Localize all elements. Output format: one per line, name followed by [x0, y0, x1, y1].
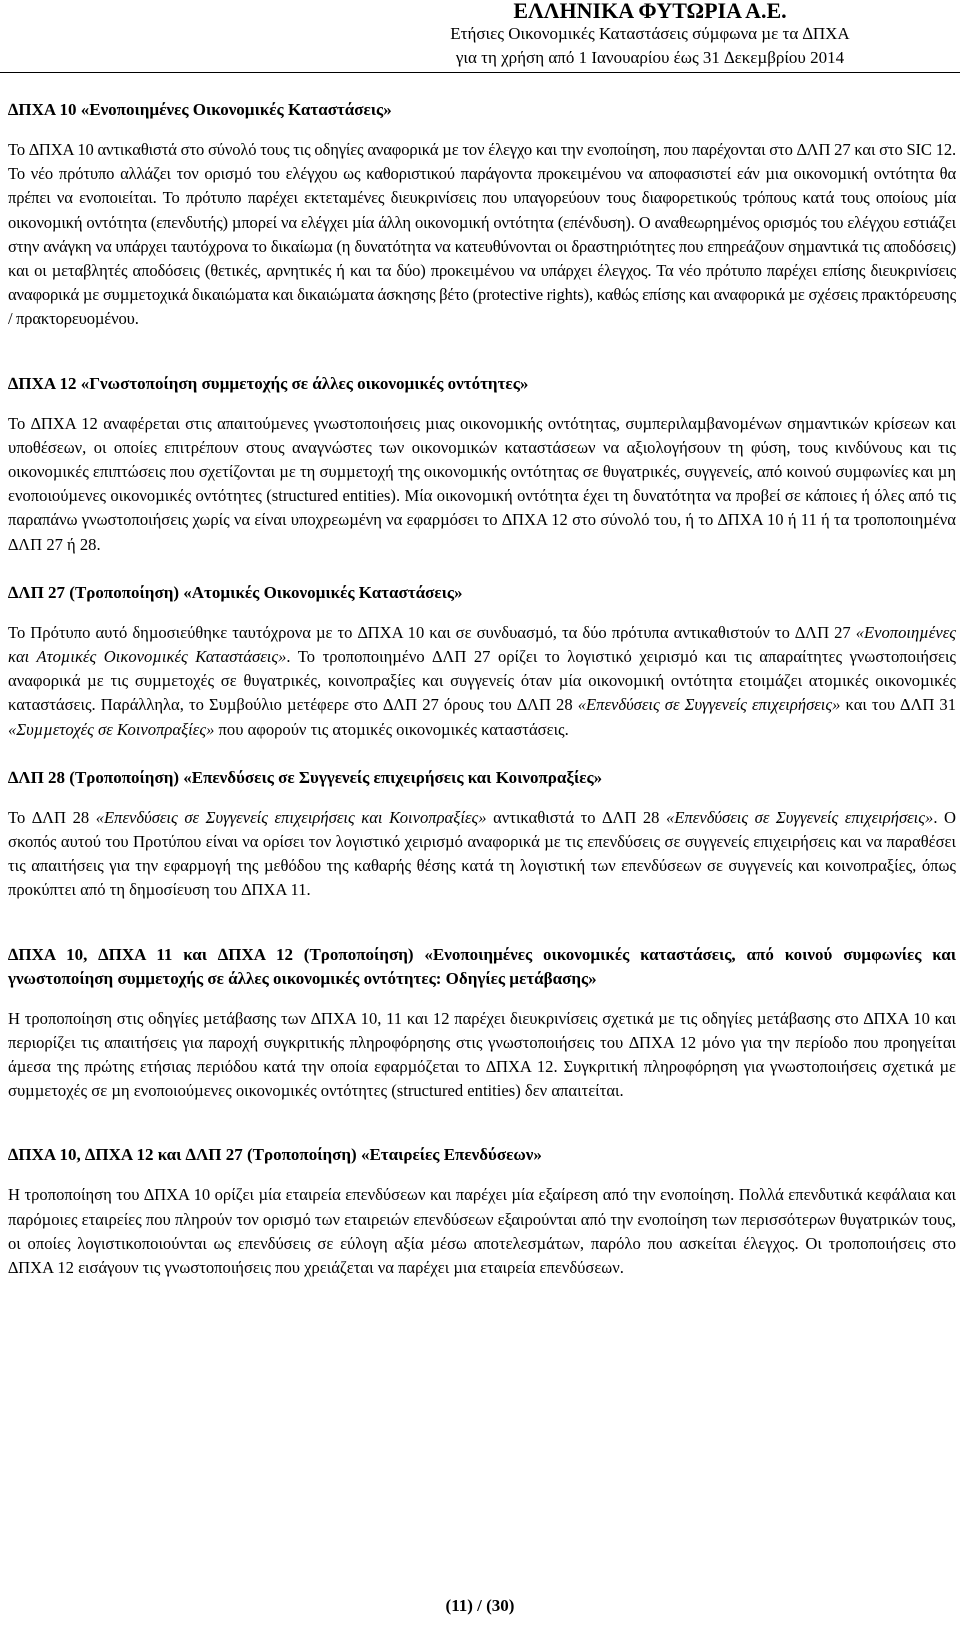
company-name: ΕΛΛΗΝΙΚΑ ΦΥΤΩΡΙΑ Α.Ε. [513, 0, 787, 23]
header-line-1: Ετήσιες Οικονοµικές Καταστάσεις σύµφωνα µε τα ∆ΠΧΑ [450, 24, 850, 43]
section-heading-transition: ∆ΠΧΑ 10, ∆ΠΧΑ 11 και ∆ΠΧΑ 12 (Τροποποίηση) «Ενοποιηµένες οικονοµικές καταστάσεις, από κοινού συµφωνίες και γνωστοποίηση συµµετοχής σε άλλες οικονοµικές οντότητες: Οδηγίες µετάβασης» [8, 944, 956, 988]
section-text-transition: Η τροποποίηση στις οδηγίες µετάβασης των ∆ΠΧΑ 10, 11 και 12 παρέχει διευκρινίσεις σχετικά µε τις οδηγίες µετάβασης στο ∆ΠΧΑ 10 και περιορίζει τις απαιτήσεις για παροχή συγκριτικής πληροφόρησης στις γνωστοποιήσεις του ∆ΠΧΑ 12 µόνο για την περίοδο που προηγείται άµεσα της πρώτης ετήσιας περιόδου κατά την οποία εφαρµόζεται το ∆ΠΧΑ 12. Συγκριτική πληροφόρηση για γνωστοποιήσεις σχετικά µε συµµετοχές σε µη ενοποιούµενες οικονοµικές οντότητες (structured entities) δεν απαιτείται. [8, 1008, 956, 1101]
section-heading-ifrs12: ∆ΠΧΑ 12 «Γνωστοποίηση συµµετοχής σε άλλες οικονοµικές οντότητες» [8, 373, 529, 393]
page-header [370, 0, 930, 70]
header-divider [0, 72, 960, 73]
section-text-investment-entities: Η τροποποίηση του ∆ΠΧΑ 10 ορίζει µία εταιρεία επενδύσεων και παρέχει µία εξαίρεση από την ενοποίηση. Πολλά επενδυτικά κεφάλαια και παρόµοιες εταιρείες που πληρούν τον ορισµό των εταιρειών επενδύσεων εξαιρούνται από την ενοποίηση των περισσότερων θυγατρικών τους, οι οποίες λογιστικοποιούνται ως επενδύσεις σε εύλογη αξία µέσω αποτελεσµάτων, παρόλο που ασκείται έλεγχος. Οι τροποποιήσεις στο ∆ΠΧΑ 12 εισάγουν τις γνωστοποιήσεις που χρειάζεται να παρέχει µια εταιρεία επενδύσεων. [8, 1185, 956, 1278]
header-line-2: για τη χρήση από 1 Ιανουαρίου έως 31 ∆εκεµβρίου 2014 [455, 48, 845, 67]
section-heading-ifrs10: ∆ΠΧΑ 10 «Ενοποιηµένες Οικονοµικές Καταστάσεις» [8, 100, 392, 119]
document-body [8, 98, 956, 1304]
section-text-ifrs12: Το ∆ΠΧΑ 12 αναφέρεται στις απαιτούµενες γνωστοποιήσεις µιας οικονοµικής οντότητας, συµπεριλαµβανοµένων σηµαντικών κρίσεων και υποθέσεων, οι οποίες επιτρέπουν στους αναγνώστες των οικονοµικών καταστάσεων να αξιολογήσουν τη φύση, τους κινδύνους και τις οικονοµικές επιπτώσεις που σχετίζονται µε τη συµµετοχή της οικονοµικής οντότητας σε θυγατρικές, συγγενείς, από κοινού συµφωνίες και µη ενοποιούµενες οικονοµικές οντότητες (structured entities). Μία οικονοµική οντότητα έχει τη δυνατότητα να προβεί σε κάποιες ή όλες από τις παραπάνω γνωστοποιήσεις χωρίς να είναι υποχρεωµένη να εφαρµόσει το ∆ΠΧΑ 12 στο σύνολό του, ή το ∆ΠΧΑ 10 ή 11 ή τα τροποποιηµένα ∆ΛΠ 27 ή 28. [8, 413, 957, 554]
section-heading-investment-entities: ∆ΠΧΑ 10, ∆ΠΧΑ 12 και ∆ΛΠ 27 (Τροποποίηση) «Εταιρείες Επενδύσεων» [8, 1145, 542, 1165]
page-number: (11) / (30) [445, 1596, 515, 1615]
section-heading-ias27: ∆ΛΠ 27 (Τροποποίηση) «Ατοµικές Οικονοµικές Καταστάσεις» [8, 582, 463, 602]
section-text-ifrs10: Το ∆ΠΧΑ 10 αντικαθιστά στο σύνολό τους τις οδηγίες αναφορικά µε τον έλεγχο και την ενοποίηση, που παρέχονται στο ∆ΛΠ 27 και στο SIC 12. Το νέο πρότυπο αλλάζει τον ορισµό του ελέγχου ως καθοριστικού παράγοντα προκειµένου να αποφασιστεί εάν µια οικονοµική οντότητα θα πρέπει να ενοποιείται. Το πρότυπο παρέχει εκτεταµένες διευκρινίσεις που υπαγορεύουν τους διαφορετικούς τρόπους κατά τους οποίους µία οικονοµική οντότητα (επενδυτής) µπορεί να ελέγχει µία άλλη οικονοµική οντότητα (επένδυση). Ο αναθεωρηµένος ορισµός του ελέγχου εστιάζει στην ανάγκη να υπάρχει ταυτόχρονα το δικαίωµα (η δυνατότητα να κατευθύνονται οι δραστηριότητες που επηρεάζουν σηµαντικά τις αποδόσεις) και οι µεταβλητές αποδόσεις (θετικές, αρνητικές ή και τα δύο) προκειµένου να υπάρχει έλεγχος. Τα νέο πρότυπο παρέχει επίσης διευκρινίσεις αναφορικά µε συµµετοχικά δικαιώµατα και δικαιώµατα άσκησης βέτο (protective rights), καθώς επίσης και αναφορικά µε σχέσεις πρακτόρευσης / πρακτορευοµένου. [8, 140, 956, 329]
section-text-ias27: Το Πρότυπο αυτό δηµοσιεύθηκε ταυτόχρονα µε το ∆ΠΧΑ 10 και σε συνδυασµό, τα δύο πρότυπα αντικαθιστούν το ∆ΛΠ 27 «Ενοποιηµένες και Ατοµικές Οικονοµικές Καταστάσεις». Το τροποποιηµένο ∆ΛΠ 27 ορίζει το λογιστικό χειρισµό και τις απαραίτητες γνωστοποιήσεις αναφορικά µε τις συµµετοχές σε θυγατρικές, κοινοπραξίες και συγγενείς όταν µία οικονοµική οντότητα ετοιµάζει ατοµικές οικονοµικές καταστάσεις. Παράλληλα, το Συµβούλιο µετέφερε στο ∆ΛΠ 27 όρους του ∆ΛΠ 28 «Επενδύσεις σε Συγγενείς επιχειρήσεις» και του ∆ΛΠ 31 «Συµµετοχές σε Κοινοπραξίες» που αφορούν τις ατοµικές οικονοµικές καταστάσεις. [8, 622, 956, 739]
section-heading-ias28: ∆ΛΠ 28 (Τροποποίηση) «Επενδύσεις σε Συγγενείς επιχειρήσεις και Κοινοπραξίες» [8, 767, 603, 787]
section-text-ias28: Το ∆ΛΠ 28 «Επενδύσεις σε Συγγενείς επιχειρήσεις και Κοινοπραξίες» αντικαθιστά το ∆ΛΠ 28 «Επενδύσεις σε Συγγενείς επιχειρήσεις». Ο σκοπός αυτού του Προτύπου είναι να ορίσει τον λογιστικό χειρισµό αναφορικά µε τις επενδύσεις σε συγγενείς επιχειρήσεις και να παραθέσει τις απαιτήσεις για την εφαρµογή της µεθόδου της καθαρής θέσης κατά τη λογιστική των επενδύσεων σε συγγενείς και κοινοπραξίες, όπως προκύπτει από τη δηµοσίευση του ∆ΠΧΑ 11. [8, 807, 957, 900]
